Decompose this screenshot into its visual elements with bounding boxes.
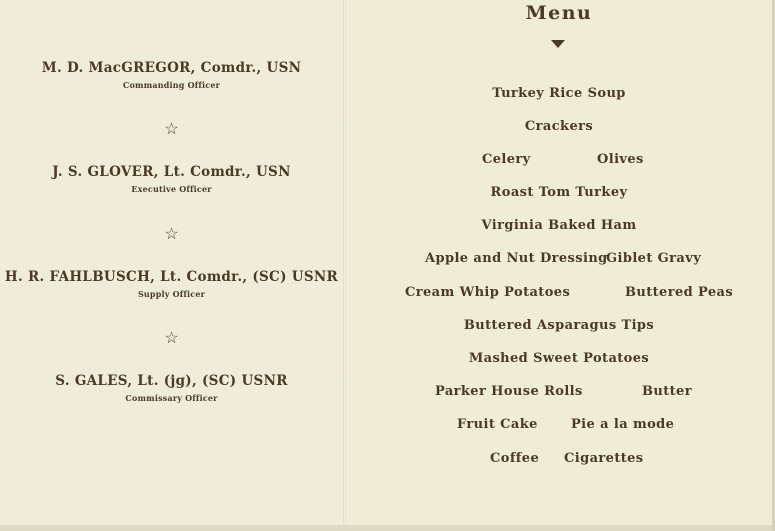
star-icon: ☆: [164, 328, 179, 347]
officer-name: S. GALES, Lt. (jg), (SC) USNR: [55, 373, 288, 389]
menu-item-olives: Olives: [597, 152, 644, 167]
menu-item-cigarettes: Cigarettes: [564, 451, 644, 466]
menu-title: Menu: [525, 2, 593, 24]
officer-commissary: [0, 373, 343, 403]
triangle-ornament-icon: [551, 40, 565, 48]
officer-commanding: [0, 60, 343, 90]
card-bottom-edge: [0, 525, 775, 531]
menu-item-fruit-cake: Fruit Cake: [457, 417, 538, 432]
menu-item-peas: Buttered Peas: [625, 285, 734, 300]
menu-item-turkey: Roast Tom Turkey: [490, 185, 628, 200]
menu-item-dressing: Apple and Nut Dressing: [425, 251, 608, 266]
menu-item-ham: Virginia Baked Ham: [481, 218, 637, 233]
menu-item-crackers: Crackers: [524, 119, 594, 134]
star-icon: ☆: [164, 119, 179, 138]
menu-item-gravy: Giblet Gravy: [606, 251, 702, 266]
menu-item-celery: Celery: [482, 152, 531, 167]
officer-name: H. R. FAHLBUSCH, Lt. Comdr., (SC) USNR: [4, 269, 339, 285]
menu-item-soup: Turkey Rice Soup: [492, 86, 626, 101]
menu-item-pie: Pie a la mode: [571, 417, 675, 432]
officer-executive: [0, 164, 343, 194]
menu-item-coffee: Coffee: [490, 451, 540, 466]
star-icon: ☆: [164, 224, 179, 243]
officer-role: Supply Officer: [137, 289, 206, 299]
officer-role: Executive Officer: [131, 184, 212, 194]
menu-item-asparagus: Buttered Asparagus Tips: [463, 318, 655, 333]
menu-item-sweet-potatoes: Mashed Sweet Potatoes: [468, 351, 650, 366]
menu-item-rolls: Parker House Rolls: [435, 384, 583, 399]
menu-item-potatoes: Cream Whip Potatoes: [405, 285, 571, 300]
officer-name: M. D. MacGREGOR, Comdr., USN: [41, 60, 302, 76]
officer-role: Commissary Officer: [125, 393, 218, 403]
officer-supply: [0, 269, 343, 299]
officer-role: Commanding Officer: [122, 80, 221, 90]
officer-name: J. S. GLOVER, Lt. Comdr., USN: [52, 164, 291, 180]
menu-item-butter: Butter: [642, 384, 692, 399]
